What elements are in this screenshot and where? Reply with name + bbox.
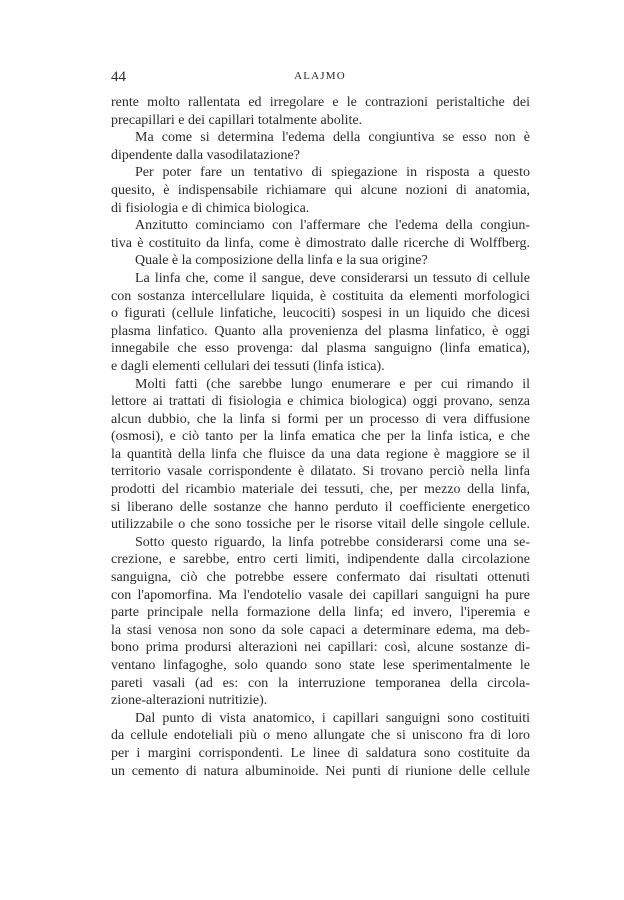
text-line: parte principale nella formazione della linfa; ed invero, l'iperemia e [111,605,530,621]
text-line: e dagli elementi cellulari dei tessuti (linfa istica). [111,358,385,374]
text-line: dipendente dalla vasodilatazione? [111,147,300,163]
text-line: (osmosi), e ciò tanto per la linfa ematica che per la linfa istica, e che [111,429,530,445]
text-line: sanguigna, ciò che potrebbe essere confermato dai risultati ottenuti [111,570,530,586]
page-number: 44 [111,69,126,85]
text-line: La linfa che, come il sangue, deve considerarsi un tessuto di cellule [135,270,530,286]
text-line: Per poter fare un tentativo di spiegazione in risposta a questo [135,165,530,181]
text-line: di fisiologia e di chimica biologica. [111,200,310,216]
text-line: innegabile che esso provenga: dal plasma sanguigno (linfa ematica), [111,341,530,357]
text-line: precapillari e dei capillari totalmente abolite. [111,112,363,128]
text-line: la stasi venosa non sono da sole capaci a determinare edema, ma deb- [111,622,530,638]
text-line: Anzitutto cominciamo con l'affermare che l'edema della congiun- [135,218,530,234]
text-line: Dal punto di vista anatomico, i capillari sanguigni sono costituiti [135,710,530,726]
text-line: rente molto rallentata ed irregolare e le contrazioni peristaltiche dei [111,95,530,110]
text-line: utilizzabile o che sono tossiche per le risorse vitail delle singole cellule. [111,517,530,533]
text-line: ventano linfagoghe, solo quando sono state lese sperimentalmente le [111,658,530,673]
body-text [111,94,530,780]
text-line: territorio vasale corrispondente è dilatato. Si trovano perciò nella linfa [111,464,530,480]
text-line: o figurati (cellule linfatiche, leucociti) sospesi in un liquido che dicesi [111,306,530,322]
text-line: tiva è costituito da linfa, come è dimostrato dalle ricerche di Wolffberg. [111,235,530,251]
text-line: crezione, e sarebbe, entro certi limiti, indipendente dalla circolazione [111,552,530,568]
text-line: plasma linfatico. Quanto alla provenienza del plasma linfatico, è oggi [111,323,530,339]
text-line: pareti vasali (ad es: con la interruzione temporanea della circola- [111,675,530,691]
text-line: Molti fatti (che sarebbe lungo enumerare e per cui rimando il [135,376,530,392]
text-line: zione-alterazioni nutritizie). [111,693,268,709]
page-header [111,69,529,87]
text-line: per i margini corrispondenti. Le linee di saldatura sono costituite da [111,745,530,761]
text-line: quesito, è indispensabile richiamare qui alcune nozioni di anatomia, [111,182,530,198]
text-line: Quale è la composizione della linfa e la sua origine? [135,253,428,269]
running-title: ALAJMO [294,70,346,82]
text-line: da cellule endoteliali più o meno allungate che si uniscono fra di loro [111,728,530,744]
text-line: la quantità della linfa che fluisce da una data regione è maggiore se il [111,446,530,462]
text-line: si liberano delle sostanze che hanno perduto il coefficiente energetico [111,499,530,515]
text-line: bono prima prodursi alterazioni nei capillari: così, alcune sostanze di- [111,640,530,656]
text-line: con sostanza intercellulare liquida, è costituita da elementi morfologici [111,288,530,304]
text-line: Ma come si determina l'edema della congiuntiva se esso non è [135,130,530,146]
text-line: con l'apomorfina. Ma l'endotelio vasale dei capillari sanguigni ha pure [111,587,530,603]
text-line: un cemento di natura albuminoide. Nei punti di riunione delle cellule [111,763,530,779]
text-line: lettore ai trattati di fisiologia e chimica biologica) oggi provano, senza [111,394,530,410]
text-line: alcun dubbio, che la linfa si formi per un processo di vera diffusione [111,411,530,427]
text-line: prodotti del ricambio materiale dei tessuti, che, per mezzo della linfa, [111,482,530,498]
text-line: Sotto questo riguardo, la linfa potrebbe considerarsi come una se- [135,534,530,550]
